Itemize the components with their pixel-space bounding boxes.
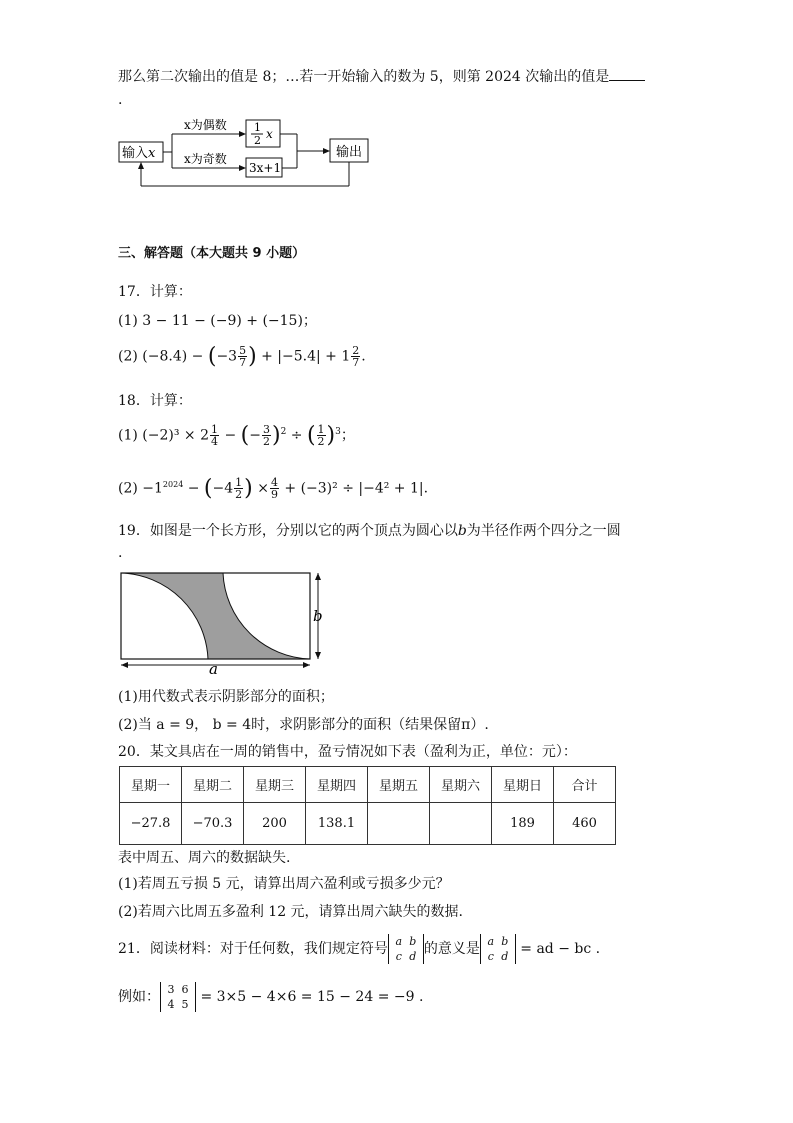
flow-half-num: 1 bbox=[254, 121, 261, 134]
q17-title: 17．计算： bbox=[118, 284, 192, 300]
q18-p1-frac3: $\frac{1}{2}$ bbox=[317, 423, 325, 448]
table-cell: −70.3 bbox=[182, 803, 244, 845]
q18-p2-e: + (−3)² ÷ |−4² + 1| bbox=[284, 480, 424, 497]
table-cell bbox=[430, 803, 492, 845]
q17-p2-mid: + |−5.4| + 1 bbox=[261, 348, 351, 365]
q20-note: 表中周五、周六的数据缺失. bbox=[118, 850, 291, 866]
label-a: a bbox=[209, 660, 218, 678]
q17-frac2: $\frac{2}{7}$ bbox=[352, 344, 360, 369]
shaded-region bbox=[121, 573, 310, 659]
q18-title: 18．计算： bbox=[118, 393, 192, 409]
q21-example bbox=[118, 982, 423, 1012]
flow-odd-expr: 3x+1 bbox=[249, 161, 282, 175]
q18-p1-frac2: $\frac{3}{2}$ bbox=[262, 423, 270, 448]
q18-p2-b: − bbox=[187, 480, 200, 497]
table-header: 星期四 bbox=[306, 767, 368, 803]
determinant-definition: a b c d bbox=[480, 934, 516, 964]
table-header: 星期日 bbox=[492, 767, 554, 803]
q18-part2: $(2) -1^{2024} - (-4$ $\frac{1}{2}$ ) × $\frac{4}{9}$ + (−3)² ÷ |−4² + 1|. bbox=[118, 476, 429, 501]
q18-p2-frac2: $\frac{4}{9}$ bbox=[270, 476, 278, 501]
q18-p2-d: × bbox=[257, 480, 269, 497]
table-header: 星期一 bbox=[120, 767, 182, 803]
example-determinant: 3 6 4 5 bbox=[160, 982, 196, 1012]
table-header: 星期六 bbox=[430, 767, 492, 803]
q20-part2: (2)若周六比周五多盈利 12 元，请算出周六缺失的数据. bbox=[118, 904, 463, 920]
q21-example-label: 例如： bbox=[118, 989, 160, 1005]
q18-part1: (1) (−2)³ × 2 $\frac{1}{4}$ − (− $\frac{3}{2}$ )$^2$ ÷ ( $\frac{1}{2}$ )$^3$； bbox=[118, 423, 355, 448]
q19-var-b: b bbox=[457, 523, 467, 539]
q18-p1-end: ； bbox=[340, 427, 355, 444]
q17-p2-end: . bbox=[361, 348, 366, 365]
q19-part2: (2)当 a = 9， b = 4时，求阴影部分的面积（结果保留π）. bbox=[118, 717, 489, 733]
q21-text bbox=[118, 934, 600, 964]
q19-part1: (1)用代数式表示阴影部分的面积； bbox=[118, 689, 334, 705]
flow-even-label: x为偶数 bbox=[184, 118, 227, 132]
q21-text-a: 21．阅读材料：对于任何数，我们规定符号 bbox=[118, 941, 388, 957]
flow-half-den: 2 bbox=[254, 134, 261, 147]
q17-p2-int: −3 bbox=[216, 348, 238, 365]
q20-part1: (1)若周五亏损 5 元，请算出周六盈利或亏损多少元？ bbox=[118, 876, 450, 892]
q18-p2-c: −4 bbox=[212, 480, 234, 497]
q18-p2-exp: 2024 bbox=[162, 479, 184, 489]
table-header: 星期二 bbox=[182, 767, 244, 803]
flow-half-var: x bbox=[266, 127, 273, 141]
q17-part1: (1) 3 − 11 − (−9) + (−15)； bbox=[118, 313, 317, 329]
determinant-symbol: a b c d bbox=[388, 934, 424, 964]
q20-title: 20．某文具店在一周的销售中，盈亏情况如下表（盈利为正，单位：元）： bbox=[118, 744, 577, 760]
rectangle-figure bbox=[112, 566, 337, 678]
q17-part2: (2) (−8.4) − (−3 $\frac{5}{7}$ ) + |−5.4| + 1 $\frac{2}{7}$ . bbox=[118, 344, 366, 369]
flowchart bbox=[112, 110, 382, 200]
flow-odd-label: x为奇数 bbox=[184, 152, 227, 166]
q17-frac1: $\frac{5}{7}$ bbox=[239, 344, 247, 369]
q18-p1-b: − bbox=[224, 427, 237, 444]
q18-p2-frac1: $\frac{1}{2}$ bbox=[235, 476, 243, 501]
q19-text-end: . bbox=[118, 545, 123, 561]
q17-p2-prefix: (2) (−8.4) − bbox=[118, 348, 204, 365]
table-cell: 200 bbox=[244, 803, 306, 845]
flow-output-label: 输出 bbox=[336, 145, 363, 160]
q18-p2-a: (2) −1 bbox=[118, 480, 163, 497]
q21-text-b: 的意义是 bbox=[423, 941, 480, 957]
q18-p2-end: . bbox=[423, 480, 429, 497]
sales-table bbox=[119, 766, 616, 845]
q18-p1-c: ÷ bbox=[290, 427, 303, 444]
answer-blank[interactable] bbox=[609, 68, 645, 81]
q16-text-end: . bbox=[118, 92, 123, 108]
q18-p1-frac1: $\frac{1}{4}$ bbox=[211, 423, 218, 448]
table-cell: −27.8 bbox=[120, 803, 182, 845]
table-header-row bbox=[120, 767, 616, 803]
table-cell bbox=[368, 803, 430, 845]
q19-text-a: 19．如图是一个长方形，分别以它的两个顶点为圆心以 bbox=[118, 523, 458, 539]
table-cell: 138.1 bbox=[306, 803, 368, 845]
q21-example-rest: = 3×5 − 4×6 = 15 − 24 = −9 . bbox=[200, 989, 424, 1005]
q19-text-tail: 为半径作两个四分之一圆 bbox=[466, 523, 621, 539]
table-header: 合计 bbox=[554, 767, 616, 803]
table-header: 星期五 bbox=[368, 767, 430, 803]
table-row bbox=[120, 803, 616, 845]
label-b: b bbox=[313, 607, 323, 625]
q21-text-c: = ad − bc . bbox=[520, 941, 601, 957]
q19-text bbox=[118, 520, 621, 540]
table-cell: 460 bbox=[554, 803, 616, 845]
table-cell: 189 bbox=[492, 803, 554, 845]
q16-text bbox=[118, 66, 645, 86]
flow-input-label: 输入x bbox=[122, 146, 156, 161]
section-title: 三、解答题（本大题共 9 小题） bbox=[118, 246, 306, 261]
table-header: 星期三 bbox=[244, 767, 306, 803]
q18-p1-a: (1) (−2)³ × 2 bbox=[118, 427, 209, 444]
q16-text-start: 那么第二次输出的值是 8；…若一开始输入的数为 5，则第 2024 次输出的值是 bbox=[118, 69, 610, 85]
